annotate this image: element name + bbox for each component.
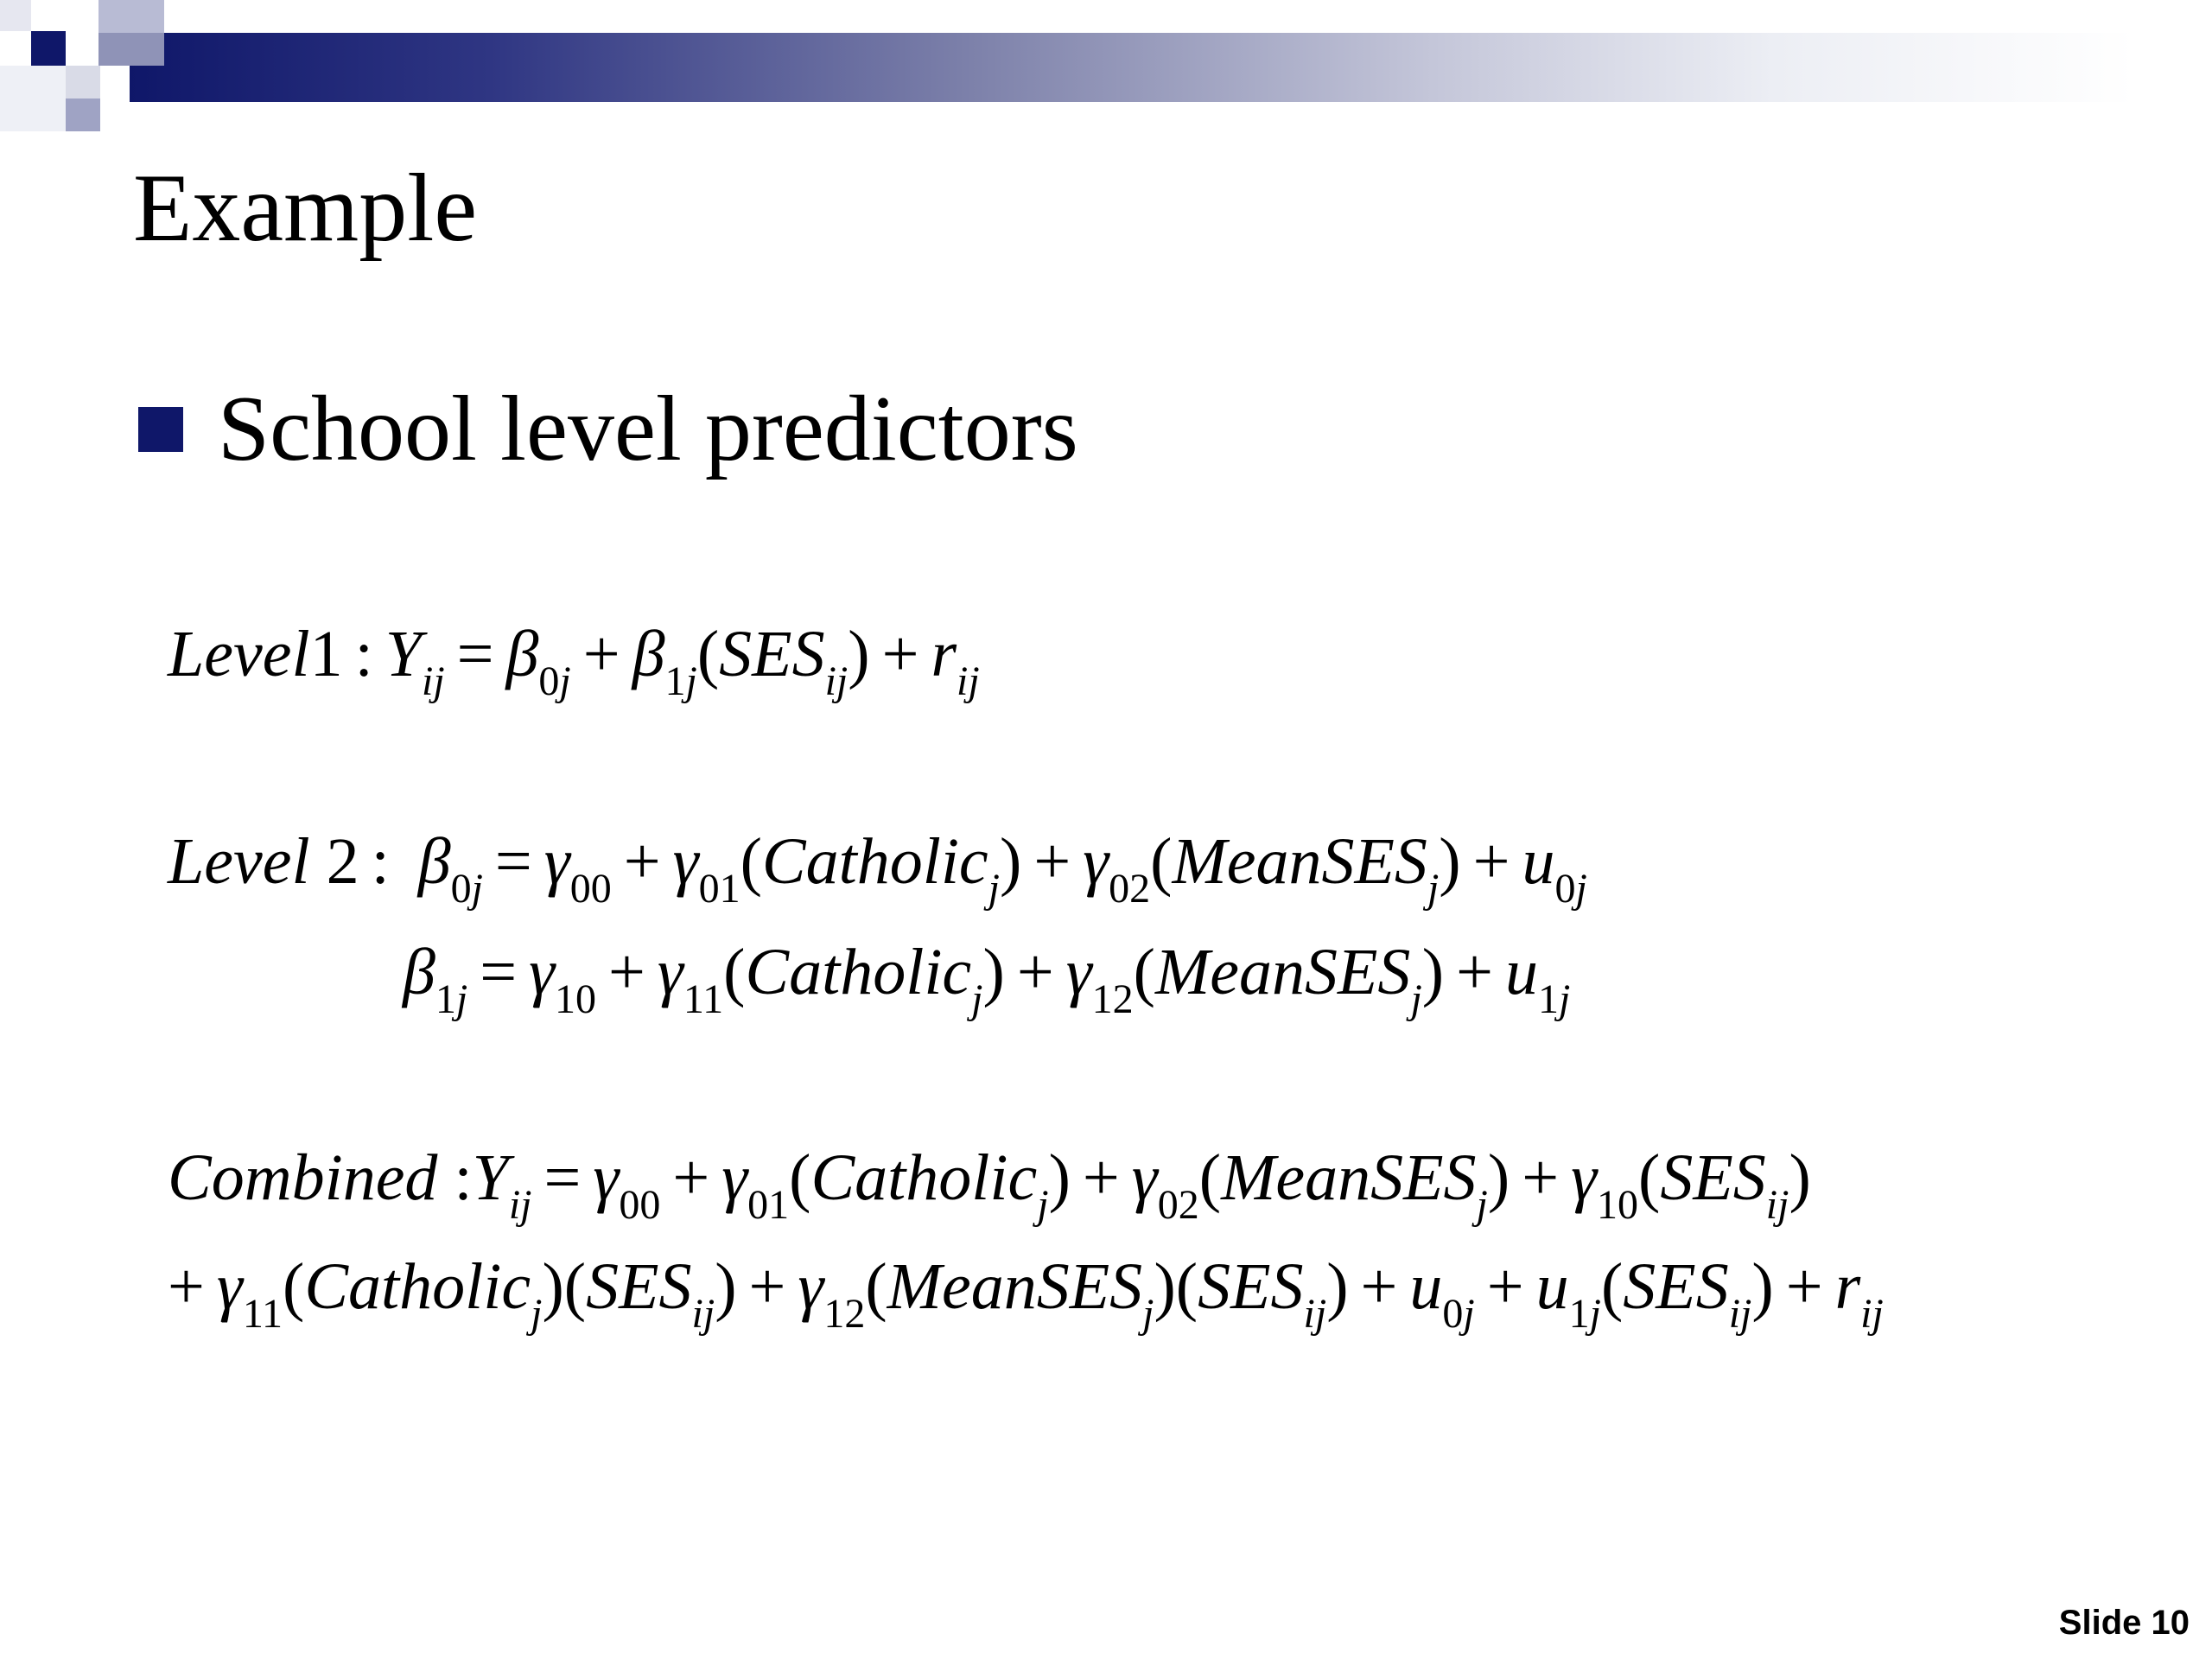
header-square [0, 66, 66, 131]
bullet-text: School level predictors [218, 378, 1078, 480]
header-square [31, 31, 66, 66]
bullet-square-icon [138, 407, 183, 452]
equation-level2-beta0: Level 2 : $\beta_{0j} = \gamma_{00}$ + $\gamma_{01}(Catholic_j)$ + $\gamma_{02}(MeanSES_j) + u_{0j}$ [168, 825, 1587, 912]
bullet-item [138, 373, 1078, 486]
equation-combined-line2: + $\gamma_{11}(Catholic_j)(SES_{ij})$ + $\gamma_{12}(MeanSES_j)(SES_{ij}) + u_{0j} + u_{1j}(SES_{ij}) + r_{ij}$ [168, 1250, 1884, 1337]
equation-combined-line1: Combined $:Y_{ij} = \gamma_{00}$ + $\gamma_{01}(Catholic_j)$ + $\gamma_{02}(MeanSES_j) + \gamma_{10}(SES_{ij})$ [168, 1141, 1811, 1228]
equation-level2-beta1: $\beta_{1j} = \gamma_{10}$ + $\gamma_{11}(Catholic_j)$ + $\gamma_{12}(MeanSES_j) + u_{1j}$ [403, 936, 1571, 1022]
equation-level1: Level1 : $Y_{ij} = \beta_{0j} + \beta_{1j}(SES_{ij}) + r_{ij}$ [168, 618, 980, 704]
header-square [66, 66, 100, 100]
header-square [0, 0, 31, 31]
header-gradient-bar [130, 33, 2134, 102]
slide-number: Slide 10 [2058, 1604, 2190, 1642]
slide-title: Example [133, 155, 478, 262]
header-square [66, 99, 100, 131]
header-square [99, 33, 164, 66]
